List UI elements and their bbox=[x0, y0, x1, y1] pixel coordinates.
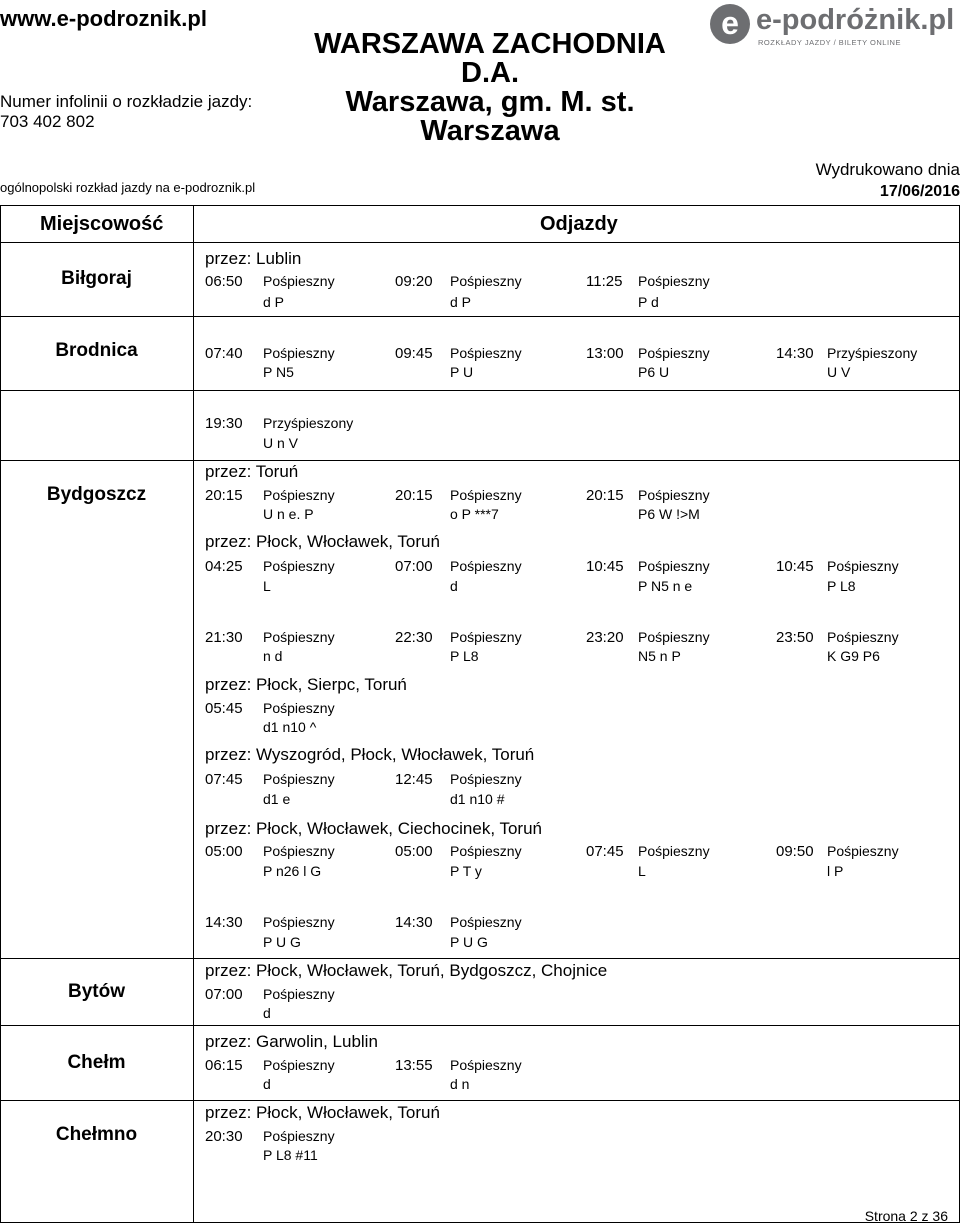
departure-time: 05:00 bbox=[395, 843, 433, 860]
train-codes: P T y bbox=[450, 863, 482, 879]
train-codes: P6 U bbox=[638, 364, 670, 380]
route-via: przez: Lublin bbox=[205, 249, 302, 268]
train-codes: d1 e bbox=[263, 791, 291, 807]
train-category: Pośpieszny bbox=[450, 843, 522, 859]
city-name: Bydgoszcz bbox=[46, 484, 147, 505]
departure-time: 13:55 bbox=[395, 1057, 433, 1074]
tagline: ogólnopolski rozkład jazdy na e-podroznik.pl bbox=[0, 180, 256, 195]
train-category: Pośpieszny bbox=[263, 700, 335, 716]
train-category: Pośpieszny bbox=[263, 558, 335, 574]
col-header-departures: Odjazdy bbox=[540, 213, 618, 235]
train-category: Pośpieszny bbox=[638, 273, 710, 289]
train-category: Pośpieszny bbox=[263, 273, 335, 289]
train-codes: P d bbox=[638, 294, 659, 310]
column-divider bbox=[193, 205, 194, 1223]
train-codes: d bbox=[263, 1076, 271, 1092]
departure-time: 06:15 bbox=[205, 1057, 243, 1074]
station-title bbox=[300, 30, 680, 146]
city-name: Chełm bbox=[67, 1052, 126, 1073]
station-title-line: D.A. bbox=[461, 57, 519, 89]
printed-date: 17/06/2016 bbox=[879, 183, 960, 200]
city-name: Biłgoraj bbox=[61, 268, 132, 289]
train-codes: d P bbox=[263, 294, 285, 310]
train-codes: d bbox=[450, 578, 458, 594]
route-via: przez: Wyszogród, Płock, Włocławek, Toruń bbox=[205, 745, 535, 764]
route-via: przez: Płock, Włocławek, Toruń bbox=[205, 532, 440, 551]
train-category: Pośpieszny bbox=[263, 771, 335, 787]
departure-time: 14:30 bbox=[205, 914, 243, 931]
departure-time: 20:15 bbox=[395, 487, 433, 504]
departure-time: 10:45 bbox=[776, 558, 814, 575]
train-category: Pośpieszny bbox=[263, 843, 335, 859]
train-codes: o P ***7 bbox=[450, 506, 499, 522]
printed-label: Wydrukowano dnia bbox=[815, 160, 960, 179]
city-name: Brodnica bbox=[55, 340, 138, 361]
route-via: przez: Płock, Włocławek, Toruń, Bydgoszcz, Chojnice bbox=[205, 961, 608, 980]
train-category: Pośpieszny bbox=[450, 1057, 522, 1073]
hotline-label: Numer infolinii o rozkładzie jazdy: bbox=[0, 92, 253, 111]
train-category: Pośpieszny bbox=[263, 1128, 335, 1144]
train-category: Pośpieszny bbox=[263, 1057, 335, 1073]
departure-time: 14:30 bbox=[395, 914, 433, 931]
col-header-city: Miejscowość bbox=[40, 213, 164, 235]
train-category: Pośpieszny bbox=[638, 345, 710, 361]
route-via: przez: Płock, Sierpc, Toruń bbox=[205, 675, 407, 694]
departure-time: 22:30 bbox=[395, 629, 433, 646]
train-category: Pośpieszny bbox=[263, 986, 335, 1002]
train-category: Przyśpieszony bbox=[263, 415, 354, 431]
train-category: Pośpieszny bbox=[827, 558, 899, 574]
departure-time: 11:25 bbox=[586, 273, 623, 290]
city-name: Bytów bbox=[68, 981, 125, 1002]
station-title-line: Warszawa bbox=[420, 115, 560, 147]
departure-time: 07:00 bbox=[205, 986, 243, 1003]
train-category: Pośpieszny bbox=[450, 487, 522, 503]
train-codes: L bbox=[638, 863, 646, 879]
train-codes: U n V bbox=[263, 435, 299, 451]
departure-time: 07:40 bbox=[205, 345, 243, 362]
row-divider bbox=[0, 958, 960, 959]
route-via: przez: Płock, Włocławek, Toruń bbox=[205, 1103, 440, 1122]
departure-time: 06:50 bbox=[205, 273, 243, 290]
row-divider bbox=[0, 1100, 960, 1101]
station-title-line: WARSZAWA ZACHODNIA bbox=[314, 28, 666, 60]
train-category: Pośpieszny bbox=[263, 629, 335, 645]
route-via: przez: Płock, Włocławek, Ciechocinek, Toruń bbox=[205, 819, 542, 838]
train-codes: P6 W !>M bbox=[638, 506, 700, 522]
train-category: Pośpieszny bbox=[450, 914, 522, 930]
departure-time: 05:00 bbox=[205, 843, 243, 860]
departure-time: 19:30 bbox=[205, 415, 243, 432]
departure-time: 23:20 bbox=[586, 629, 624, 646]
departure-time: 12:45 bbox=[395, 771, 433, 788]
train-category: Pośpieszny bbox=[638, 558, 710, 574]
logo-text: e-podróżnik.pl bbox=[756, 4, 955, 36]
train-codes: P L8 bbox=[450, 648, 479, 664]
train-codes: d P bbox=[450, 294, 472, 310]
departure-time: 04:25 bbox=[205, 558, 243, 575]
train-category: Pośpieszny bbox=[263, 914, 335, 930]
departure-time: 07:00 bbox=[395, 558, 433, 575]
train-category: Pośpieszny bbox=[450, 558, 522, 574]
train-codes: d1 n10 ^ bbox=[263, 719, 317, 735]
departure-time: 13:00 bbox=[586, 345, 624, 362]
train-codes: d bbox=[263, 1005, 271, 1021]
departure-time: 14:30 bbox=[776, 345, 814, 362]
departure-time: 09:20 bbox=[395, 273, 433, 290]
train-codes: P U bbox=[450, 364, 474, 380]
logo-tagline: ROZKŁADY JAZDY / BILETY ONLINE bbox=[758, 38, 901, 47]
route-via: przez: Garwolin, Lublin bbox=[205, 1032, 378, 1051]
train-category: Pośpieszny bbox=[450, 345, 522, 361]
train-codes: L bbox=[263, 578, 271, 594]
departure-time: 23:50 bbox=[776, 629, 814, 646]
route-via: przez: Toruń bbox=[205, 462, 299, 481]
train-category: Pośpieszny bbox=[450, 771, 522, 787]
row-divider bbox=[0, 460, 960, 461]
train-codes: P N5 bbox=[263, 364, 294, 380]
row-divider bbox=[0, 316, 960, 317]
train-category: Pośpieszny bbox=[638, 487, 710, 503]
departure-time: 09:50 bbox=[776, 843, 814, 860]
station-title-line: Warszawa, gm. M. st. bbox=[345, 86, 635, 118]
brand-logo bbox=[700, 2, 960, 50]
hotline-number: 703 402 802 bbox=[0, 112, 95, 131]
departure-time: 20:15 bbox=[586, 487, 624, 504]
departure-time: 10:45 bbox=[586, 558, 624, 575]
train-codes: K G9 P6 bbox=[827, 648, 880, 664]
train-codes: N5 n P bbox=[638, 648, 681, 664]
train-category: Pośpieszny bbox=[263, 345, 335, 361]
departure-time: 05:45 bbox=[205, 700, 243, 717]
train-category: Pośpieszny bbox=[450, 273, 522, 289]
train-codes: d1 n10 # bbox=[450, 791, 505, 807]
logo-mark: e bbox=[710, 4, 750, 44]
site-name: www.e-podroznik.pl bbox=[0, 6, 207, 31]
train-codes: l P bbox=[827, 863, 844, 879]
row-divider bbox=[0, 390, 960, 391]
page-number: Strona 2 z 36 bbox=[864, 1208, 948, 1224]
header-divider bbox=[0, 242, 960, 243]
train-category: Pośpieszny bbox=[827, 843, 899, 859]
train-codes: U n e. P bbox=[263, 506, 314, 522]
train-codes: P U G bbox=[450, 934, 488, 950]
train-category: Pośpieszny bbox=[638, 629, 710, 645]
train-category: Pośpieszny bbox=[450, 629, 522, 645]
departure-time: 21:30 bbox=[205, 629, 243, 646]
departure-time: 20:15 bbox=[205, 487, 243, 504]
train-category: Przyśpieszony bbox=[827, 345, 918, 361]
train-category: Pośpieszny bbox=[827, 629, 899, 645]
train-category: Pośpieszny bbox=[263, 487, 335, 503]
departure-time: 09:45 bbox=[395, 345, 433, 362]
train-codes: P n26 l G bbox=[263, 863, 322, 879]
train-codes: n d bbox=[263, 648, 283, 664]
train-codes: P L8 #11 bbox=[263, 1147, 318, 1163]
row-divider bbox=[0, 1025, 960, 1026]
train-codes: d n bbox=[450, 1076, 470, 1092]
departure-time: 07:45 bbox=[586, 843, 624, 860]
train-category: Pośpieszny bbox=[638, 843, 710, 859]
train-codes: P U G bbox=[263, 934, 301, 950]
train-codes: P L8 bbox=[827, 578, 856, 594]
departure-time: 20:30 bbox=[205, 1128, 243, 1145]
train-codes: P N5 n e bbox=[638, 578, 693, 594]
train-codes: U V bbox=[827, 364, 851, 380]
city-name: Chełmno bbox=[55, 1124, 138, 1145]
departure-time: 07:45 bbox=[205, 771, 243, 788]
